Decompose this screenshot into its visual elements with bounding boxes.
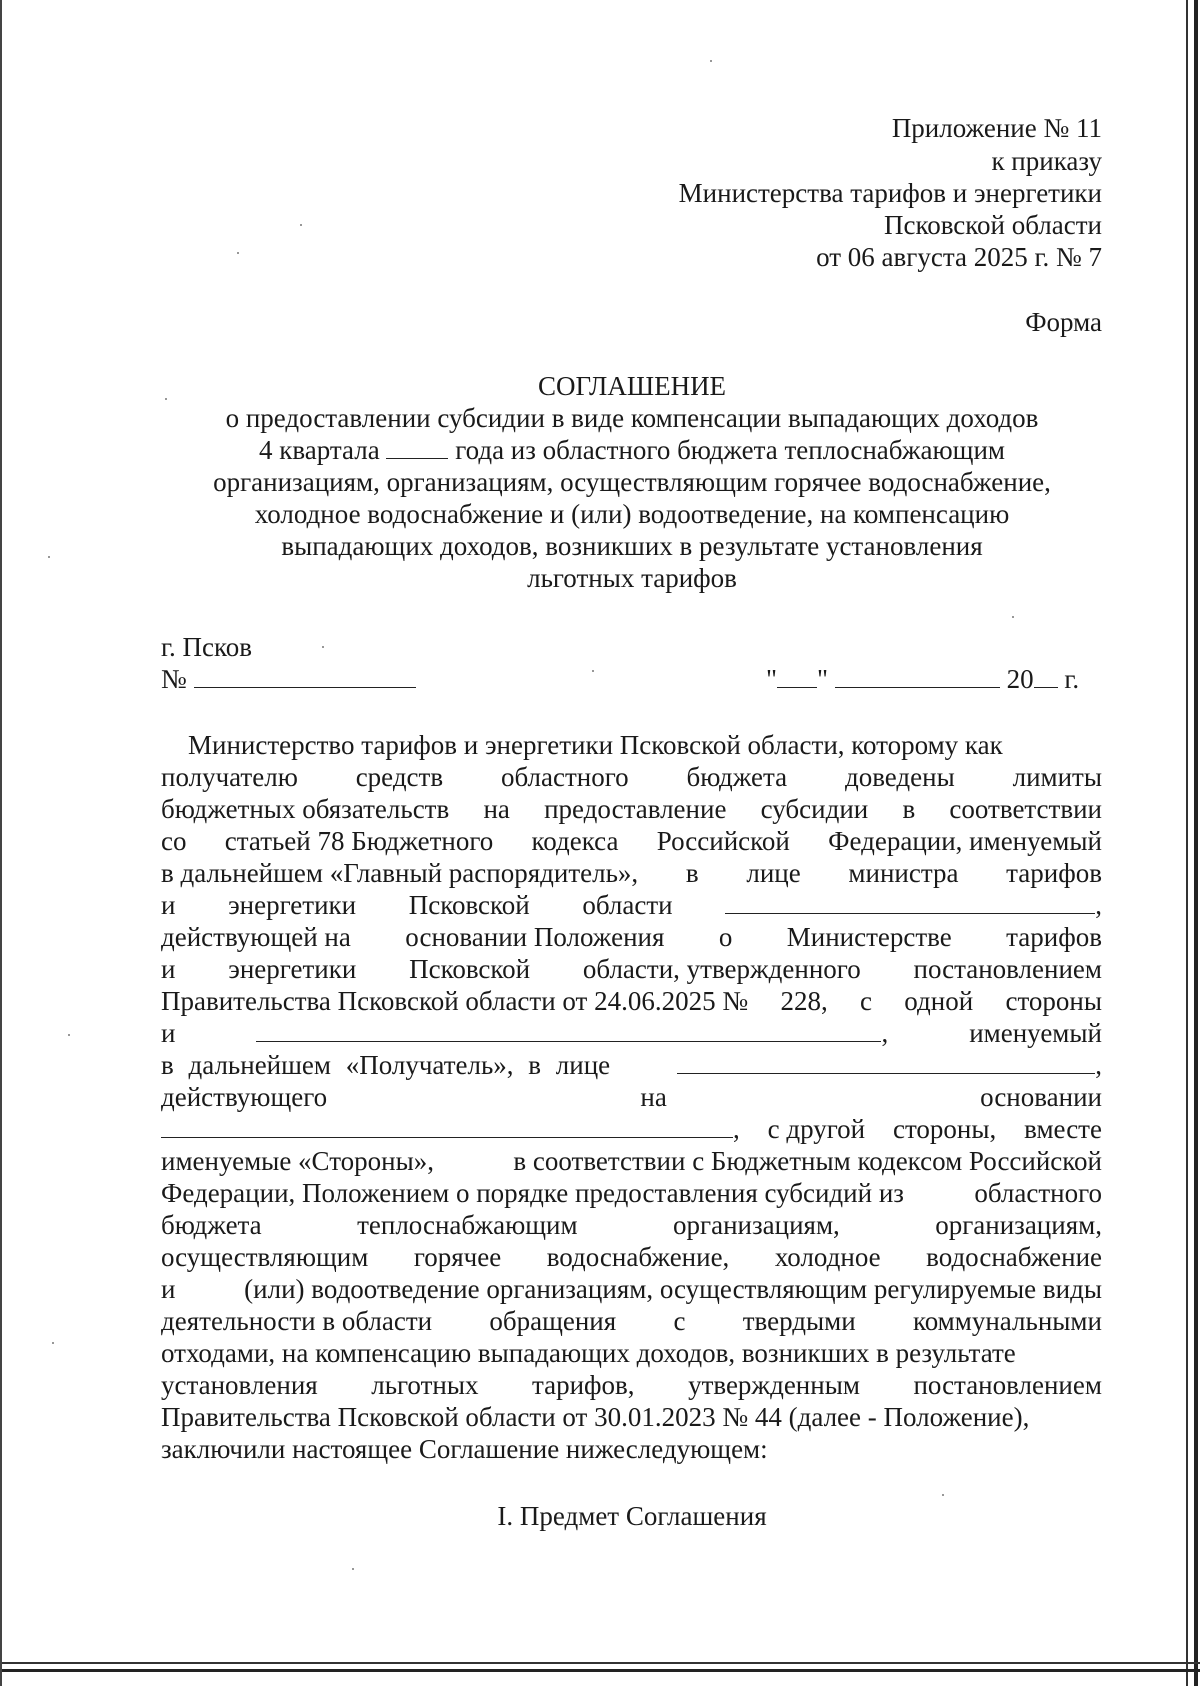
- word: с: [673, 1306, 686, 1336]
- year-prefix: 20: [1006, 664, 1034, 694]
- form-label: Форма: [1025, 307, 1102, 337]
- page-edge-bottom: [2, 1662, 1200, 1664]
- word: статьей 78 Бюджетного: [224, 826, 494, 856]
- body-line-2: [161, 761, 1102, 793]
- day-blank: [777, 663, 817, 688]
- word: лимиты: [1012, 762, 1102, 792]
- word: и: [161, 1274, 176, 1304]
- body-line-5: [161, 857, 1102, 889]
- punct: ,: [733, 1114, 740, 1144]
- scan-speck: [322, 646, 324, 648]
- word: и: [161, 1018, 176, 1048]
- punct: ,: [881, 1018, 889, 1048]
- word: постановлением: [913, 1370, 1102, 1400]
- word: на: [640, 1082, 667, 1112]
- word: теплоснабжающим: [357, 1210, 578, 1240]
- word: субсидии: [760, 794, 869, 824]
- body-line-7: [161, 921, 1102, 953]
- word: именуемый: [969, 1018, 1102, 1048]
- title-line-1: о предоставлении субсидии в виде компенсации выпадающих доходов: [225, 403, 1039, 433]
- scan-speck: [942, 1494, 944, 1496]
- word: льготных: [371, 1370, 479, 1400]
- agreement-date: [766, 663, 1079, 695]
- word: осуществляющим: [161, 1242, 369, 1272]
- body-line-17: [161, 1241, 1102, 1273]
- word: действующей на: [161, 922, 351, 952]
- word: бюджетных обязательств: [161, 794, 450, 824]
- appendix-ministry: Министерства тарифов и энергетики: [678, 178, 1102, 208]
- number-blank: [194, 663, 416, 688]
- word: в дальнейшем «Получатель», в лице: [161, 1050, 611, 1080]
- body-line-13: [161, 1113, 1102, 1145]
- section-title: I. Предмет Соглашения: [497, 1501, 767, 1531]
- scan-speck: [68, 1034, 70, 1036]
- minister-name-blank: [725, 889, 1095, 914]
- body-line-23: заключили настоящее Соглашение нижеследующем:: [161, 1434, 768, 1464]
- word: действующего: [161, 1082, 328, 1112]
- title-line-4: холодное водоснабжение и (или) водоотведение, на компенсацию: [254, 499, 1010, 529]
- body-line-16: [161, 1209, 1102, 1241]
- word: стороны,: [893, 1114, 997, 1144]
- appendix-date: от 06 августа 2025 г. № 7: [816, 242, 1102, 272]
- word: Псковской: [408, 890, 530, 920]
- scan-speck: [352, 1568, 354, 1570]
- page-edge-right: [1186, 0, 1188, 1686]
- page-edge-right-shadow: [1194, 0, 1198, 1686]
- word: на: [483, 794, 510, 824]
- word: отходами, на компенсацию выпадающих доходов, возникших в результате: [161, 1338, 1016, 1368]
- word: области, утвержденного: [582, 954, 861, 984]
- scan-speck: [592, 670, 594, 672]
- word: Правительства Псковской области от 30.01.2023 № 44 (далее - Положение),: [161, 1402, 1030, 1432]
- title-line-5: выпадающих доходов, возникших в результате установления: [281, 531, 983, 561]
- body-line-22: [161, 1401, 1102, 1433]
- city: г. Псков: [161, 632, 253, 662]
- word: Министерстве: [786, 922, 952, 952]
- word: тарифов: [1006, 858, 1102, 888]
- recipient-rep-blank: [677, 1049, 1095, 1074]
- recipient-rep-field: [677, 1049, 1102, 1081]
- appendix-number: Приложение № 11: [891, 113, 1102, 143]
- title-line-2: [2, 434, 1200, 466]
- title-line-3: организациям, организациям, осуществляющим горячее водоснабжение,: [213, 467, 1051, 497]
- word: организациям,: [935, 1210, 1102, 1240]
- word: и: [161, 954, 176, 984]
- word: получателю: [161, 762, 298, 792]
- word: (или) водоотведение организациям, осуществляющим регулируемые виды: [244, 1274, 1102, 1304]
- body-text: Министерство тарифов и энергетики Псковской области, которому как: [188, 730, 1003, 760]
- word: и: [161, 890, 176, 920]
- word: утвержденным: [688, 1370, 860, 1400]
- word: тарифов: [1006, 922, 1102, 952]
- basis-blank: [161, 1113, 733, 1138]
- punct: ,: [1095, 1050, 1102, 1080]
- appendix-region: Псковской области: [883, 210, 1102, 240]
- scan-speck: [52, 1342, 54, 1344]
- word: Правительства Псковской области от 24.06.2025 №: [161, 986, 749, 1016]
- word: о: [718, 922, 733, 952]
- word: горячее: [413, 1242, 502, 1272]
- day-quote-close: ": [817, 664, 829, 694]
- word: именуемые «Стороны»,: [161, 1146, 434, 1176]
- word: деятельности в области: [161, 1306, 433, 1336]
- word: основании: [980, 1082, 1102, 1112]
- word: энергетики: [228, 954, 357, 984]
- scan-speck: [300, 224, 302, 226]
- title-budget: года из областного бюджета теплоснабжающим: [455, 435, 1005, 465]
- month-blank: [835, 663, 1000, 688]
- word: областного: [500, 762, 629, 792]
- word: холодное: [774, 1242, 881, 1272]
- body-line-11: [161, 1049, 1102, 1081]
- punct: ,: [1095, 890, 1102, 920]
- word: Псковской: [409, 954, 531, 984]
- page-edge-bottom-shadow: [2, 1669, 1200, 1672]
- word: водоснабжение,: [546, 1242, 730, 1272]
- number-label: №: [161, 664, 187, 694]
- word: бюджета: [686, 762, 788, 792]
- body-line-4: [161, 825, 1102, 857]
- recipient-name-field: [256, 1017, 888, 1049]
- scan-speck: [1012, 616, 1014, 618]
- document-title: СОГЛАШЕНИЕ: [537, 371, 727, 401]
- word: области: [582, 890, 673, 920]
- body-line-12: [161, 1081, 1102, 1113]
- agreement-number: [161, 663, 416, 695]
- body-line-19: [161, 1305, 1102, 1337]
- word: водоснабжение: [926, 1242, 1102, 1272]
- year-suffix: г.: [1064, 664, 1080, 694]
- word: 228,: [780, 986, 828, 1016]
- word: Российской: [656, 826, 790, 856]
- word: стороны: [1005, 986, 1102, 1016]
- word: обращения: [489, 1306, 617, 1336]
- word: организациям,: [673, 1210, 840, 1240]
- word: твердыми: [742, 1306, 856, 1336]
- word: соответствии: [949, 794, 1102, 824]
- word: одной: [904, 986, 974, 1016]
- scan-speck: [165, 398, 167, 400]
- word: Федерации, именуемый: [828, 826, 1102, 856]
- body-line-14: [161, 1145, 1102, 1177]
- word: Федерации, Положением о порядке предоставления субсидий из: [161, 1178, 904, 1208]
- scan-speck: [237, 252, 239, 254]
- word: в соответствии с Бюджетным кодексом Российской: [513, 1146, 1102, 1176]
- word: основании Положения: [405, 922, 665, 952]
- word: в: [902, 794, 916, 824]
- word: доведены: [844, 762, 955, 792]
- body-line-18: [161, 1273, 1102, 1305]
- year-blank: [386, 434, 448, 459]
- word: тарифов,: [531, 1370, 635, 1400]
- word: коммунальными: [912, 1306, 1102, 1336]
- word: предоставление: [544, 794, 727, 824]
- word: областного: [974, 1178, 1102, 1208]
- word: средств: [355, 762, 444, 792]
- word: в: [685, 858, 699, 888]
- word: лице: [746, 858, 801, 888]
- year-digits-blank: [1034, 663, 1058, 688]
- minister-name-field: [725, 889, 1102, 921]
- word: постановлением: [913, 954, 1102, 984]
- scan-speck: [48, 556, 50, 558]
- word: с другой: [767, 1114, 866, 1144]
- title-line-6: льготных тарифов: [527, 563, 737, 593]
- body-line-15: [161, 1177, 1102, 1209]
- word: кодекса: [531, 826, 619, 856]
- basis-field: [161, 1113, 740, 1145]
- body-line-10: [161, 1017, 1102, 1049]
- word: министра: [848, 858, 959, 888]
- word: бюджета: [161, 1210, 262, 1240]
- scan-speck: [710, 60, 712, 62]
- title-quarter: 4 квартала: [259, 435, 380, 465]
- appendix-order-ref: к приказу: [991, 146, 1102, 176]
- body-line-21: [161, 1369, 1102, 1401]
- word: в дальнейшем «Главный распорядитель»,: [161, 858, 639, 888]
- word: вместе: [1024, 1114, 1102, 1144]
- day-quote-open: ": [766, 664, 778, 694]
- word: со: [161, 826, 187, 856]
- body-line-8: [161, 953, 1102, 985]
- body-line-20: [161, 1337, 1102, 1369]
- body-line-3: [161, 793, 1102, 825]
- word: энергетики: [228, 890, 357, 920]
- recipient-name-blank: [256, 1017, 881, 1042]
- word: установления: [161, 1370, 318, 1400]
- body-line-6: [161, 889, 1102, 921]
- word: с: [860, 986, 872, 1016]
- body-line-1: [188, 729, 1102, 761]
- body-line-9: [161, 985, 1102, 1017]
